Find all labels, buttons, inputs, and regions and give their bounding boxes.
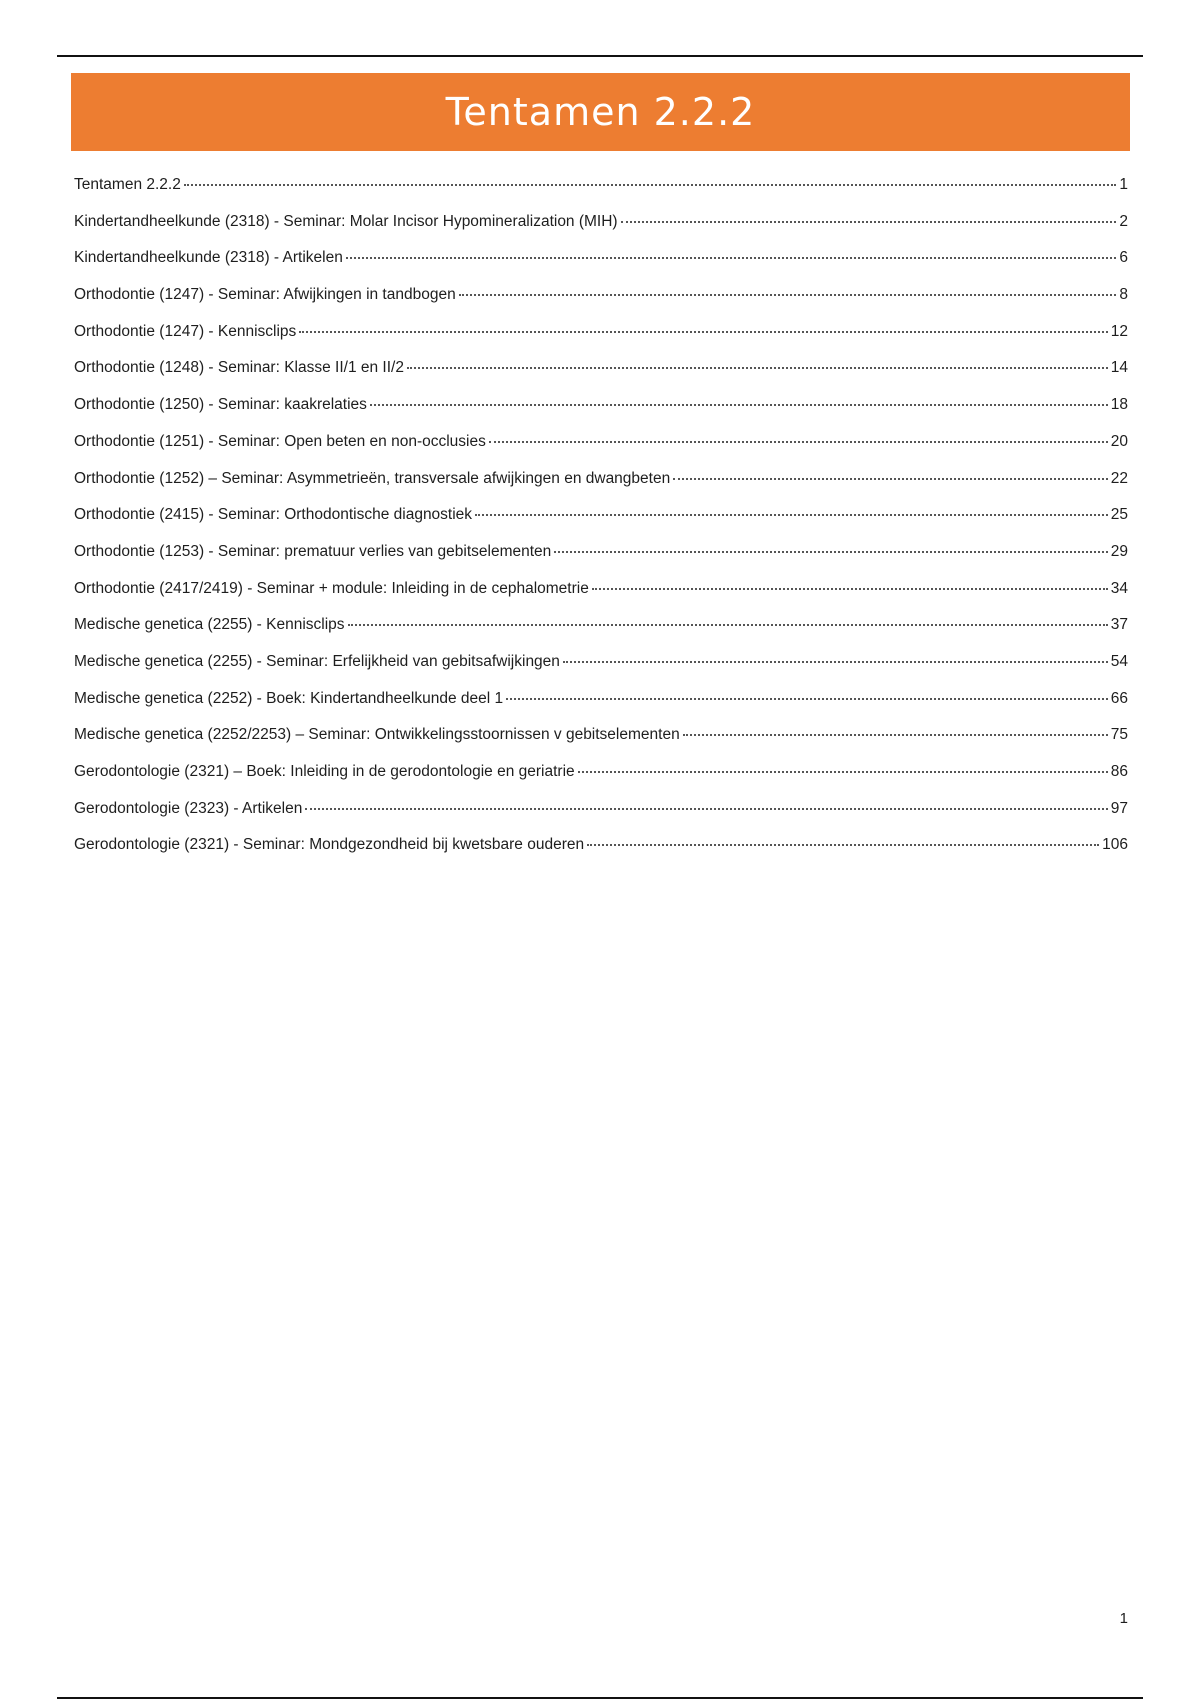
- toc-entry[interactable]: [74, 616, 1128, 653]
- toc-entry-title[interactable]: Orthodontie (1248) - Seminar: Klasse II/1 en II/2: [74, 359, 404, 377]
- toc-entry-page-number[interactable]: 66: [1110, 689, 1128, 707]
- toc-entry-title[interactable]: Medische genetica (2252/2253) – Seminar: Ontwikkelingsstoornissen v gebitselementen: [74, 726, 680, 744]
- toc-entry[interactable]: [74, 213, 1128, 250]
- toc-entry[interactable]: [74, 323, 1128, 360]
- toc-entry-page-number[interactable]: 29: [1110, 542, 1128, 560]
- toc-dot-leader: [299, 331, 1107, 333]
- toc-entry-title[interactable]: Kindertandheelkunde (2318) - Seminar: Molar Incisor Hypomineralization (MIH): [74, 212, 618, 230]
- toc-entry-page-number[interactable]: 97: [1110, 799, 1128, 817]
- toc-dot-leader: [621, 221, 1117, 223]
- toc-entry-title[interactable]: Orthodontie (1253) - Seminar: prematuur verlies van gebitselementen: [74, 542, 552, 560]
- toc-entry-title[interactable]: Orthodontie (2415) - Seminar: Orthodontische diagnostiek: [74, 506, 473, 524]
- toc-entry[interactable]: [74, 506, 1128, 543]
- toc-entry-title[interactable]: Medische genetica (2252) - Boek: Kindertandheelkunde deel 1: [74, 689, 504, 707]
- toc-entry-page-number[interactable]: 8: [1119, 286, 1128, 304]
- toc-entry[interactable]: [74, 433, 1128, 470]
- toc-entry-title[interactable]: Gerodontologie (2321) - Seminar: Mondgezondheid bij kwetsbare ouderen: [74, 836, 585, 854]
- toc-entry[interactable]: [74, 249, 1128, 286]
- toc-entry-page-number[interactable]: 106: [1102, 836, 1128, 854]
- toc-entry-page-number[interactable]: 6: [1119, 249, 1128, 267]
- toc-dot-leader: [683, 734, 1108, 736]
- toc-entry-title[interactable]: Orthodontie (1252) – Seminar: Asymmetrieën, transversale afwijkingen en dwangbeten: [74, 469, 671, 487]
- toc-dot-leader: [587, 844, 1099, 846]
- toc-entry[interactable]: [74, 836, 1128, 873]
- toc-entry-title[interactable]: Medische genetica (2255) - Seminar: Erfelijkheid van gebitsafwijkingen: [74, 652, 560, 670]
- toc-entry-title[interactable]: Orthodontie (1247) - Seminar: Afwijkingen in tandbogen: [74, 286, 456, 304]
- toc-dot-leader: [475, 514, 1108, 516]
- toc-dot-leader: [578, 771, 1108, 773]
- header-rule: [57, 55, 1143, 57]
- toc-entry-title[interactable]: Medische genetica (2255) - Kennisclips: [74, 616, 345, 634]
- toc-entry-page-number[interactable]: 34: [1110, 579, 1128, 597]
- toc-entry[interactable]: [74, 543, 1128, 580]
- toc-entry-title[interactable]: Orthodontie (2417/2419) - Seminar + module: Inleiding in de cephalometrie: [74, 579, 589, 597]
- toc-entry-page-number[interactable]: 1: [1119, 176, 1128, 193]
- toc-dot-leader: [673, 478, 1108, 480]
- toc-entry[interactable]: [74, 470, 1128, 507]
- toc-entry-page-number[interactable]: 18: [1110, 396, 1128, 414]
- toc-entry[interactable]: [74, 653, 1128, 690]
- toc-dot-leader: [305, 808, 1107, 810]
- toc-dot-leader: [184, 184, 1117, 186]
- toc-entry-title[interactable]: Gerodontologie (2323) - Artikelen: [74, 799, 303, 817]
- toc-dot-leader: [592, 588, 1108, 590]
- toc-entry-page-number[interactable]: 22: [1110, 469, 1128, 487]
- toc-entry-page-number[interactable]: 25: [1110, 506, 1128, 524]
- toc-dot-leader: [554, 551, 1107, 553]
- toc-entry-title[interactable]: Orthodontie (1251) - Seminar: Open beten en non-occlusies: [74, 432, 486, 450]
- toc-entry[interactable]: [74, 396, 1128, 433]
- toc-entry-page-number[interactable]: 75: [1110, 726, 1128, 744]
- toc-dot-leader: [407, 367, 1108, 369]
- toc-entry-title[interactable]: Tentamen 2.2.2: [74, 176, 181, 193]
- toc-entry-title[interactable]: Orthodontie (1247) - Kennisclips: [74, 322, 297, 340]
- toc-entry-page-number[interactable]: 2: [1119, 212, 1128, 230]
- toc-dot-leader: [506, 698, 1108, 700]
- toc-dot-leader: [489, 441, 1108, 443]
- toc-entry[interactable]: [74, 359, 1128, 396]
- title-banner: [71, 73, 1130, 151]
- toc-dot-leader: [563, 661, 1108, 663]
- toc-entry[interactable]: [74, 763, 1128, 800]
- toc-entry-page-number[interactable]: 54: [1110, 652, 1128, 670]
- toc-entry[interactable]: [74, 286, 1128, 323]
- toc-dot-leader: [370, 404, 1108, 406]
- toc-entry[interactable]: [74, 690, 1128, 727]
- toc-entry-title[interactable]: Gerodontologie (2321) – Boek: Inleiding in de gerodontologie en geriatrie: [74, 763, 575, 780]
- toc-entry[interactable]: [74, 580, 1128, 617]
- toc-entry-title[interactable]: Orthodontie (1250) - Seminar: kaakrelaties: [74, 396, 367, 414]
- toc-entry-page-number[interactable]: 12: [1110, 322, 1128, 340]
- toc-dot-leader: [459, 294, 1117, 296]
- toc-entry[interactable]: [74, 176, 1128, 213]
- toc-dot-leader: [348, 624, 1108, 626]
- page-title: Tentamen 2.2.2: [445, 90, 756, 134]
- toc-entry-page-number[interactable]: 37: [1110, 616, 1128, 634]
- footer-rule: [57, 1697, 1143, 1699]
- table-of-contents: [74, 176, 1128, 873]
- toc-entry-page-number[interactable]: 20: [1110, 432, 1128, 450]
- toc-entry[interactable]: [74, 726, 1128, 763]
- toc-entry-page-number[interactable]: 86: [1110, 763, 1128, 780]
- footer-page-number: 1: [1119, 1610, 1128, 1627]
- toc-entry[interactable]: [74, 800, 1128, 837]
- toc-entry-title[interactable]: Kindertandheelkunde (2318) - Artikelen: [74, 249, 343, 267]
- toc-entry-page-number[interactable]: 14: [1110, 359, 1128, 377]
- toc-dot-leader: [346, 257, 1117, 259]
